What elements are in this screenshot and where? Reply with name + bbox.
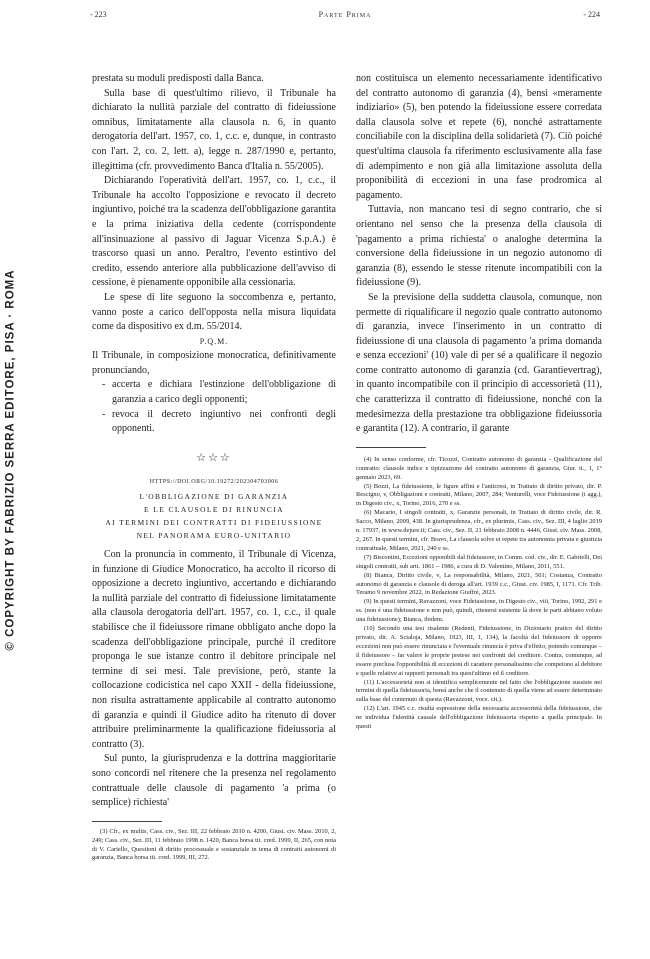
list-item: - accerta e dichiara l'estinzione dell'obbligazione di garanzia a carico degli opponenti; xyxy=(102,378,336,407)
footnote: (4) In senso conforme, cfr. Ticozzi, Contratto autonomo di garanzia - Qualificazione del contratto: clausole indice e tipizzazione del contratto autonomo di garanzia, Giur. it., 1, 1° gennaio 2023, 69. xyxy=(356,455,602,481)
footnote: (11) L'accessorietà non si identifica semplicemente nel fatto che l'obbligazione sussiste nei termini di quella fideiussoria, bensì anche che il contenuto di quella viene ad essere determinato sulla base del contenuto di questa (Ravazzoni, voce. cit.). xyxy=(356,678,602,704)
section-title-line: L'OBBLIGAZIONE DI GARANZIA xyxy=(139,492,289,502)
paragraph: prestata su moduli predisposti dalla Banca. xyxy=(92,73,264,84)
section-title-line: AI TERMINI DEI CONTRATTI DI FIDEIUSSIONE xyxy=(105,518,323,528)
paragraph: Le spese di lite seguono la soccombenza e, pertanto, vanno poste a carico dell'opposta nella misura liquidata come da dispositivo ex d.m. 55/2014. xyxy=(92,291,336,333)
section-title xyxy=(92,490,336,542)
footnote: (12) L'art. 1945 c.c. risulta espressione della necessaria accessorietà della fideiussione, che ne individua l'identità causale dell'obbligazione fideiussoria rispetto a quella principale. In questi xyxy=(356,705,602,731)
paragraph: Sul punto, la giurisprudenza e la dottrina maggioritarie sono concordi nel ritenere che la presenza nel regolamento contrattuale delle clausole di pagamento 'a prima (o semplice) richiesta' xyxy=(92,753,336,809)
dispositive-list xyxy=(102,378,336,436)
copyright-text: © COPYRIGHT BY FABRIZIO SERRA EDITORE, PISA · ROMA xyxy=(5,269,17,651)
section-title-line: NEL PANORAMA EURO-UNITARIO xyxy=(136,531,292,541)
right-column xyxy=(356,72,602,732)
paragraph: Con la pronuncia in commento, il Tribunale di Vicenza, in funzione di Giudice Monocratico, ha accolto il ricorso di opposizione a decreto ingiuntivo, accertando e dichiarando la nullità parziale del contratto di fideiussione limitatamente alla clausola derogatoria dell'art. 1957, co. 1, c.c., il quale stabilisce che il fideiussore rimane obbligato anche dopo la scadenza dell'obbligazione principale, purché il creditore proponga le sue istanze contro il debitore principale nel termine di sei mesi. Tale previsione, però, stante la collocazione codicistica nel capo XXII - della fideiussione, non risulta astrattamente applicabile al contratto autonomo di garanzia e quindi il Giudice adito ha ritenuto di dover attribuire preliminarmente la qualificazione fideiussoria al contratto (3). xyxy=(92,549,336,750)
section-title-line: E LE CLAUSOLE DI RINUNCIA xyxy=(144,505,284,515)
footnote: (9) In questi termini, Ravazzoni, voce Fideiussione, in Digesto civ., viii, Torino, 1992, 291 e ss. (non è una fideiussione e non può, quindi, ritenersi esistente là dove le parti abbiano voluto una fideiussione); Bianca, ibidem. xyxy=(356,598,602,624)
paragraph: Sulla base di quest'ultimo rilievo, il Tribunale ha dichiarato la nullità parziale del contratto di fideiussione omnibus, limitatamente alla clausola n. 6, in quanto derogatoria dell'art. 1957, co. 1, c.c. e, dunque, in contrasto con l'art. 2, co. 2, lett. a), legge n. 287/1990 e, pertanto, illegittima (cfr. provvedimento Banca d'Italia n. 55/2005). xyxy=(92,87,336,172)
list-item: - revoca il decreto ingiuntivo nei confronti degli opponenti. xyxy=(102,408,336,437)
footnote: (7) Biscontini, Eccezioni opponibili dal fideiussore, in Comm. cod. civ., dir. E. Gabrielli, Dei singoli contratti, sub artt. 1861 – 1986, a cura di D. Valentino, Milano, 2011, 551. xyxy=(356,553,602,570)
paragraph: Tuttavia, non mancano tesi di segno contrario, che si orientano nel senso che la presenza della clausola di 'pagamento a prima richiesta' o analoghe determina la conversione della fideiussione in un negozio autonomo di garanzia (8), essendo le stesse ritenute incompatibili con la fideiussione (9). xyxy=(356,204,602,289)
footnote-rule xyxy=(92,821,162,822)
paragraph: Il Tribunale, in composizione monocratica, definitivamente pronunciando, xyxy=(92,350,336,376)
footnotes xyxy=(356,456,602,732)
paragraph: non costituisca un elemento necessariamente identificativo del contratto autonomo di garanzia (4), bensì «meramente indiziario» (5), ben potendo la fideiussione essere corredata dalla clausola solve et repete (6), nonché astrattamente conciliabile con la disciplina della solidarietà (7). Ciò poiché quest'ultima clausola fa riferimento esclusivamente alla fase di adempimento e non già alla limitazione assoluta della proponibilità di eccezioni in una fase prodromica al pagamento. xyxy=(356,73,602,201)
footnote: (5) Bozzi, La fideiussione, le figure affini e l'anticresi, in Trattato di diritto privato, dir. P. Rescigno, v, Obbligazioni e contratti, Milano, 2007, 284; Venturelli, voce Fideiussione (i agg.), in Digesto civ., x, Torino, 2016, 270 e ss. xyxy=(356,482,602,508)
section-separator: ☆☆☆ xyxy=(196,451,232,464)
paragraph: Se la previsione della suddetta clausola, comunque, non permette di riqualificare il negozio quale contratto autonomo di garanzia, invece l'inserimento in un contratto di fideiussione di una clausola di pagamento 'a prima domanda e senza eccezioni' (10) vale di per sé a qualificare il negozio come contratto autonomo di garanzia (cd. Garantievertrag), in quanto incompatibile con il principio di accessorietà (11), che caratterizza il contratto di fideiussione, nonché con la medesimezza della prestazione tra obbligazione fideiussoria e garantita (12). A contrario, il garante xyxy=(356,291,602,435)
footnote: (10) Secondo una tesi risalente (Redenti, Fideiussione, in Dizionario pratico del diritto privato, dir. A. Scialoja, Milano, 1923, III, 1, 134), la facoltà del fideiussore di opporre eccezioni non può essere rinunciata e l'eventuale rinuncia è priva d'effetto, potendo comunque – il fideiussore – far valere le proprie pretese nei confronti del creditore. Contra, comunque, ad essere preclusa l'opponibilità di eccezioni di carattere personalissimo che competono al debitore e quelle relative ai rapporti personali tra quest'ultimo ed il creditore. xyxy=(356,625,602,677)
page-header xyxy=(90,10,600,24)
doi-link[interactable]: HTTPS://DOI.ORG/10.19272/202304703006 xyxy=(149,479,279,486)
paragraph: Dichiarando l'operatività dell'art. 1957, co. 1, c.c., il Tribunale ha accolto l'opposizione e revocato il decreto ingiuntivo, poiché tra la scadenza dell'obbligazione garantita e la prima iniziativa della cedente (corrispondente all'insinuazione al passivo di Jaguar Vicenza S.p.A.) è trascorso quasi un anno. Peraltro, l'evento estintivo del credito, essendo anteriore alla pubblicazione dell'avviso di cessione, è pienamente opponibile alla cessionaria. xyxy=(92,175,336,289)
footnote: (8) Bianca, Diritto civile, v, La responsabilità, Milano, 2021, 501; Costanza, Contratto autonomo di garanzia e clausole di deroga all'art. 1939 c.c., Giust. civ. 1985, I, 1171. Cfr. Trib. Teramo 9 novembre 2022, in Redazione Giuffrè, 2023. xyxy=(356,571,602,597)
copyright-notice xyxy=(2,250,20,670)
pqm-heading: P.Q.M. xyxy=(199,336,229,346)
footnote: (6) Macario, I singoli contratti, x, Garanzie personali, in Trattato di diritto civile, dir. R. Sacco, Milano, 2009, 438. In giurisprudenza, cfr., ex plurimis, Cass. civ., Sez. III, 4 luglio 2019 n. 17937, in www.dejure.it; Cass. civ., Sez. II, 21 febbraio 2008 n. 4446, Giust. civ. Mass. 2008, 2, 267. In questi termini, cfr. Bravo, La clausola solve et repete tra autonomia privata e giustizia contrattuale, Milano, 2021, 240 e ss. xyxy=(356,509,602,552)
running-title: Parte Prima xyxy=(318,10,372,19)
footnote-rule xyxy=(356,447,426,448)
page-number-right: - 224 xyxy=(583,10,600,19)
page-number-left: - 223 xyxy=(90,10,107,19)
left-column xyxy=(92,72,336,863)
footnote: (3) Cfr., ex multis, Cass. civ., Sez. III, 22 febbraio 2010 n. 4200, Giust. civ. Mass. 2010, 2, 249; Cass. civ., Sez. III, 11 febbraio 1998 n. 1420, Banca borsa tit. cred. 1999, II, 265, con nota di V. Cariello, Questioni di diritto processuale e sostanziale in tema di contratti autonomi di garanzia, Banca borsa tit. cred. 1999, III, 272. xyxy=(92,827,336,862)
